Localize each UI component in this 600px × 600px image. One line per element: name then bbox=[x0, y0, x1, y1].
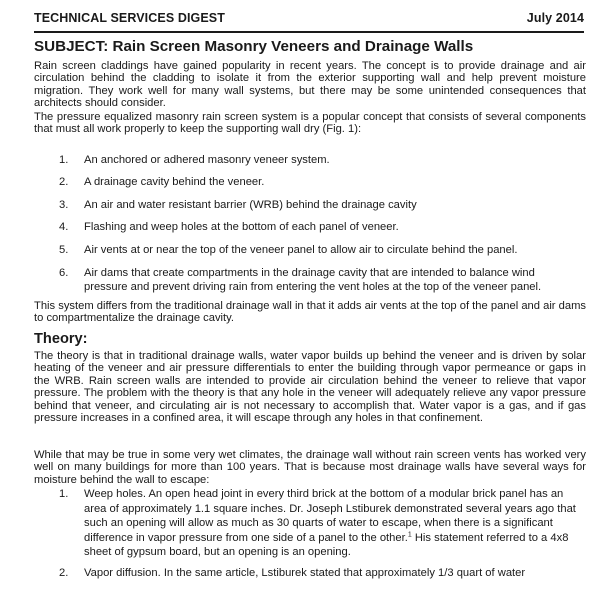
list-item: 1. Weep holes. An open head joint in every third brick at the bottom of a modular brick panel has an area of approximately 1.1 square inches. Dr. Joseph Lstiburek demonstrated several years ago that such an opening will allow as much as 30 quarts of water to escape, when there is a significant difference in vapor pressure from one side of a panel to the other.$^1$ His statement referred to a 4x8 sheet of gypsum board, but an opening is an opening. bbox=[59, 488, 576, 558]
theory-block bbox=[34, 350, 586, 424]
theory-heading: Theory: bbox=[34, 331, 88, 347]
while-block bbox=[34, 449, 586, 486]
intro-paragraph: Rain screen claddings have gained popularity in recent years. The concept is to provide drainage and air circulation behind the cladding to isolate it from the exterior supporting wall and help prevent moisture migration. They work well for many wall systems, but there may be some unintended consequences that architects should consider. bbox=[34, 60, 586, 110]
list-item: 2. Vapor diffusion. In the same article, Lstiburek stated that approximately 1/3 quart of water bbox=[59, 566, 526, 579]
while-paragraph: While that may be true in some very wet climates, the drainage wall without rain screen vents has worked very well on many buildings for more than 100 years. That is because most drainage walls have several ways for moisture behind the wall to escape: bbox=[34, 449, 586, 486]
components-list bbox=[57, 154, 577, 294]
digest-header bbox=[34, 6, 584, 30]
list-item: 6. Air dams that create compartments in the drainage cavity that are intended to balance wind pressure and prevent driving rain from entering the vent holes at the top of the veneer panel. bbox=[59, 267, 542, 294]
footnote-marker: 1 bbox=[407, 530, 412, 538]
theory-paragraph: The theory is that in traditional drainage walls, water vapor builds up behind the veneer and is driven by solar heating of the veneer and air pressure differentials to enter the building through vapor permeance or gaps in the WRB. Rain screen walls are intended to provide air circulation behind the veneer to relieve that vapor pressure. The problem with the theory is that any hole in the veneer will adequately relieve any vapor pressure behind that veneer, and circulating air is not necessary to accomplish that. Water vapor is a gas, and if gas pressure increases in a confined area, it will escape through any holes in that confinement. bbox=[34, 350, 586, 425]
list-item: 1. An anchored or adhered masonry veneer system. bbox=[59, 154, 330, 166]
list-item: 3. An air and water resistant barrier (WRB) behind the drainage cavity bbox=[59, 198, 417, 211]
header-rule bbox=[34, 31, 584, 33]
intro-block bbox=[34, 60, 586, 110]
list-item: 4. Flashing and weep holes at the bottom of each panel of veneer. bbox=[59, 221, 399, 234]
pressure-intro-block bbox=[34, 111, 586, 136]
digest-title: TECHNICAL SERVICES DIGEST bbox=[34, 11, 225, 25]
pressure-intro-paragraph: The pressure equalized masonry rain screen system is a popular concept that consists of several components that must all work properly to keep the supporting wall dry (Fig. 1): bbox=[34, 111, 586, 136]
escape-list bbox=[57, 487, 577, 580]
list-item: 2. A drainage cavity behind the veneer. bbox=[59, 176, 265, 189]
list-item: 5. Air vents at or near the top of the veneer panel to allow air to circulate behind the panel. bbox=[59, 243, 518, 256]
digest-date: July 2014 bbox=[526, 11, 584, 25]
subject-heading: SUBJECT: Rain Screen Masonry Veneers and Drainage Walls bbox=[34, 38, 474, 55]
escape-item-text: Weep holes. An open head joint in every third brick at the bottom of a modular brick panel has an area of approximately 1.1 square inches. Dr. Joseph Lstiburek demonstrated several years ago that such an opening will allow as much as 30 quarts of water to escape, when there is a significant difference in vapor pressure from one side of a panel to the other. bbox=[84, 488, 576, 544]
differs-paragraph: This system differs from the traditional drainage wall in that it adds air vents at the top of the panel and air dams to compartmentalize the drainage cavity. bbox=[34, 300, 587, 325]
escape-item-text-after: His statement referred to a 4x8 sheet of gypsum board, but an opening is an opening. bbox=[84, 531, 569, 558]
differs-block bbox=[34, 300, 586, 325]
